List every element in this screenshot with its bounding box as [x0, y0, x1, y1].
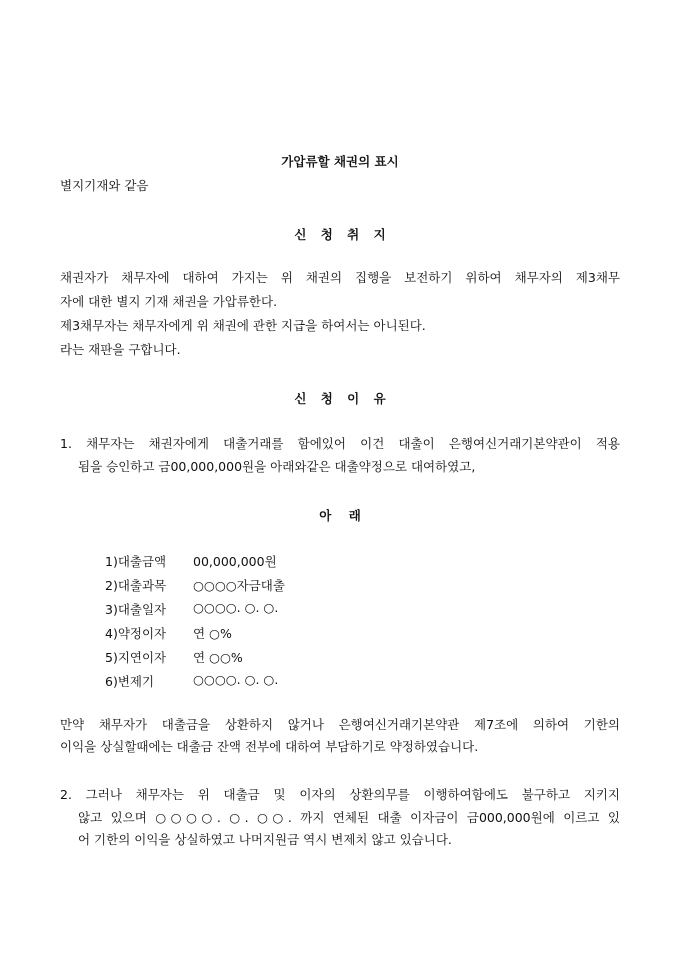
reason-para3-line-2: 않고 있으며 ○○○○. ○. ○○. 까지 연체된 대출 이자금이 금000,000원에 이르고 있 [78, 810, 620, 825]
loan-item-value: 연 ○○% [193, 650, 243, 665]
sub-heading-below: 아 래 [319, 508, 361, 523]
purpose-line-3: 제3채무자는 채무자에게 위 채권에 관한 지급을 하여서는 아니된다. [60, 318, 426, 333]
loan-item-label: 2)대출과목 [105, 578, 167, 593]
loan-item-value: ○○○○자금대출 [193, 578, 285, 593]
loan-item-label: 1)대출금액 [105, 554, 167, 569]
purpose-line-4: 라는 재판을 구합니다. [60, 342, 181, 357]
loan-item-value: 00,000,000원 [193, 554, 277, 569]
loan-item-label: 4)약정이자 [105, 626, 167, 641]
reason-para2-line-1: 만약 채무자가 대출금을 상환하지 않거나 은행여신거래기본약관 제7조에 의하여 기한의 [60, 717, 620, 732]
loan-item-label: 6)변제기 [105, 674, 155, 689]
reason-para3-line-3: 어 기한의 이익을 상실하였고 나머지원금 역시 변제치 않고 있습니다. [78, 832, 452, 847]
reason-para2-line-2: 이익을 상실할때에는 대출금 잔액 전부에 대하여 부담하기로 약정하였습니다. [60, 739, 479, 754]
reason-para1-line-2: 됨을 승인하고 금00,000,000원을 아래와같은 대출약정으로 대여하였고, [78, 459, 476, 474]
purpose-line-1: 채권자가 채무자에 대하여 가지는 위 채권의 집행을 보전하기 위하여 채무자의 제3채무 [60, 270, 620, 285]
attachment-body: 별지기재와 같음 [60, 178, 149, 193]
loan-item-value: ○○○○. ○. ○. [193, 672, 279, 687]
loan-item-value: ○○○○. ○. ○. [193, 600, 279, 615]
reason-para1-line-1: 1. 채무자는 채권자에게 대출거래를 함에있어 이건 대출이 은행여신거래기본약관이 적용 [60, 436, 620, 451]
section-heading-reason: 신 청 이 유 [294, 391, 386, 406]
loan-item-label: 3)대출일자 [105, 602, 167, 617]
loan-item-label: 5)지연이자 [105, 650, 167, 665]
section-heading-attachment: 가압류할 채권의 표시 [281, 154, 399, 169]
loan-item-value: 연 ○% [193, 626, 232, 641]
section-heading-purpose: 신 청 취 지 [294, 227, 386, 242]
purpose-line-2: 자에 대한 별지 기재 채권을 가압류한다. [60, 294, 278, 309]
reason-para3-line-1: 2. 그러나 채무자는 위 대출금 및 이자의 상환의무를 이행하여함에도 불구하고 지키지 [60, 787, 620, 802]
